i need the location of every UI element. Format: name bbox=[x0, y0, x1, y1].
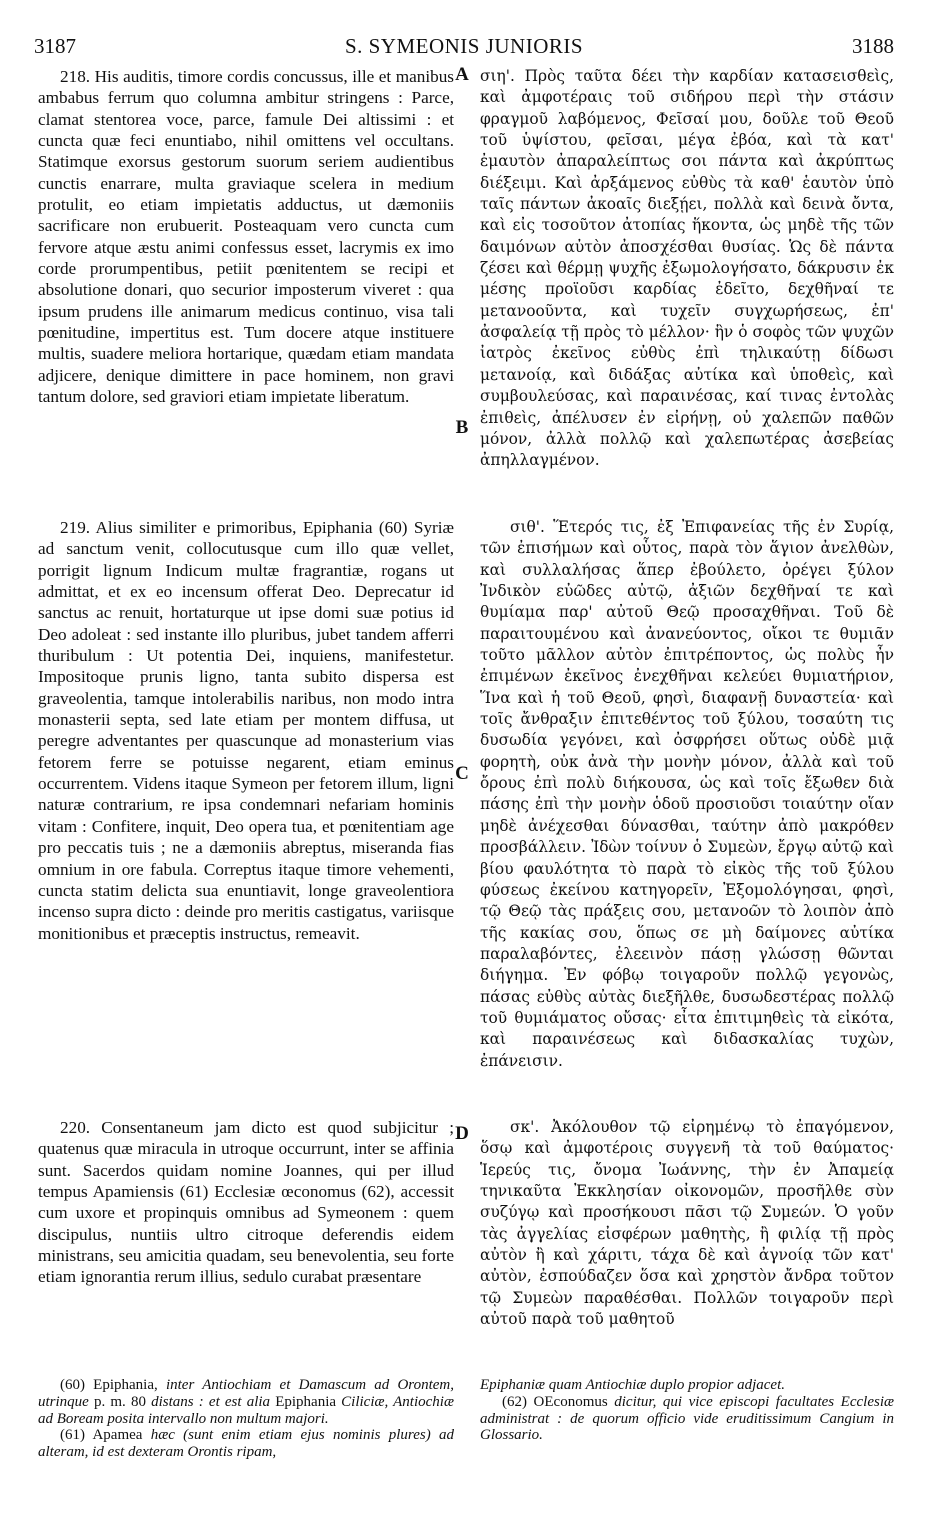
latin-paragraph-220 bbox=[38, 1117, 454, 1288]
latin-paragraph-219 bbox=[38, 517, 454, 944]
greek-paragraph-218 bbox=[480, 66, 894, 472]
left-page-number: 3187 bbox=[34, 34, 76, 58]
right-page-number: 3188 bbox=[852, 34, 894, 58]
latin-p219-text: 219. Alius similiter e primoribus, Epiphania (60) Syriæ ad sanctum venit, collocutusque cum illo quæ vellet, porrigit lignum Indicum multæ fragrantiæ, rogans ut admittat, et ex eo incensum offerat Deo. Deprecatur id sanctus ac renuit, hortaturque ut ipse domi suæ potius id Deo adoleat : sed instante illo pluribus, jubet tandem afferri thuribulum : Ut potentia Dei, inquiens, manifestetur. Impositoque prunis ligno, tanta subito dispersa est graveolentia, tamque intolerabilis naribus, non modo intra monasterii septa, sed late etiam per montem diffusa, ut peregre adventantes per quascunque ad monasterium vias fetorem ferre se potuisse negarent, etiam eminus occurrentem. Videns itaque Symeon per fetorem illum, ligni naturæ contrarium, re ipsa condemnari nefariam hominis vitam : Confitere, inquit, Deo opera tua, et pœnitentiam age pro peccatis tuis ; ne a dæmoniis abreptus, miseranda fias omnium in ore fabula. Correptus itaque timore vehementi, cuncta statim delicta sua enuntiavit, longe graveolentiora incenso supra dicto : deinde pro meritis castigatus, variisque monitionibus et præceptis instructus, remeavit. bbox=[38, 518, 454, 943]
margin-marker-d: D bbox=[455, 1123, 469, 1144]
greek-p218-text: σιη'. Πρὸς ταῦτα δέει τὴν καρδίαν κατασεισθεὶς, καὶ ἀμφοτέραις τοῦ σιδήρου περὶ τὴν στάσιν φραγμοῦ λαβόμενος, Φεῖσαί μου, δοῦλε τοῦ Θεοῦ τοῦ ὑψίστου, φεῖσαι, μέγα ἐβόα, καὶ τὰ κατ' ἐμαυτὸν ἀπαραλείπτως σοι πάντα καὶ ἀκρύπτως διέξειμι. Καὶ ἀρξάμενος εὐθὺς τὰ καθ' ἑαυτὸν ὑπὸ ταῖς πάντων ἀκοαῖς διεξῄει, πολλὰ καὶ δεινὰ ὄντα, καὶ εἰς τοσοῦτον ἀτοπίας ἥκοντα, ὡς μηδὲ τῆς τῶν δαιμόνων αὐτὸν ἀποσχέσθαι θυσίας. Ὡς δὲ πάντα ζέσει καὶ θέρμῃ ψυχῆς ἐξωμολογήσατο, δάκρυσιν ἐκ μέσης προϊοῦσι καρδίας ἐδεῖτο, δεχθῆναί τε μετανοοῦντα, καὶ τυχεῖν συγχωρήσεως, ἐπ' ἀσφαλείᾳ τῇ πρὸς τὸ μέλλον· ἣν ὁ σοφὸς τῶν ψυχῶν ἰατρὸς ἐκεῖνος εὐθὺς ἐπὶ τηλικαύτῃ δίδωσι μετανοίᾳ, καὶ διδάξας αὐτίκα καὶ ὑποθεὶς, καὶ συμβουλεύσας, καὶ παραινέσας, καί τινας ἐντολὰς ἐπιθεὶς, ἀπέλυσεν ἐν εἰρήνῃ, οὐ χαλεπῶν παθῶν μόνον, ἀλλὰ πολλῷ καὶ χαλεπωτέρας ἀσεβείας ἀπηλλαγμένον. bbox=[480, 67, 894, 470]
margin-marker-c: C bbox=[455, 763, 469, 784]
latin-p218-text: 218. His auditis, timore cordis concussus, ille et manibus ambabus ferrum quo columna ambitur stringens : Parce, clamat stentorea voce, parce, famule Dei altissimi : et cuncta quæ feci enuntiabo, nihil omittens vel occultans. Statimque exorsus gestorum suorum seriem audientibus cunctis enarrare, multa graviaque scelera in medium protulit, eo etiam impietatis adductus, ut dæmoniis sacrificare non erubuerit. Posteaquam vero cuncta cum fervore atque æstu animi confessus esset, lacrymis ex imo corde prorumpentibus, petiit pœnitentem se recipi et absolutione donari, quo securior imposterum viveret : qua ipsum prudens ille animarum medicus continuo, visa tali pœnitudine, impertitus est. Tum docere atque instituere multis, suadere meliora hortarique, quædam etiam mandata adjicere, denique dimittere in pace hominem, non gravi tantum dolore, sed graviori etiam impietate liberatum. bbox=[38, 67, 454, 407]
margin-marker-a: A bbox=[455, 64, 469, 85]
greek-paragraph-219 bbox=[480, 517, 894, 1072]
greek-p220-text: σκ'. Ἀκόλουθον τῷ εἰρημένῳ τὸ ἐπαγόμενον, ὅσῳ καὶ ἀμφοτέροις συγγενῆ τὰ τοῦ θαύματος· Ἱερεύς τις, ὄνομα Ἰωάννης, τὴν ἐν Ἀπαμείᾳ τηνικαῦτα Ἐκκλησίαν οἰκονομῶν, προσῆλθε σὺν συζύγῳ καὶ προσήκουσι πᾶσι τῷ Συμεών. Ὁ γοῦν τὰς ἀγγελίας εἰσφέρων μαθητὴς, ἢ φιλίᾳ τῇ πρὸς αὐτὸν ἢ καὶ χάριτι, τάχα δὲ καὶ ἀγνοίᾳ τῶν κατ' αὐτὸν, ἐσπούδαζεν ὅσα καὶ χρηστὸν ἄνδρα τοῦτον τῷ Συμεὼν παραθέσθαι. Πολλῶν τοιγαροῦν περὶ αὐτοῦ παρὰ τοῦ μαθητοῦ bbox=[480, 1118, 894, 1329]
margin-marker-b: B bbox=[455, 417, 469, 438]
footnote-60-continued: Epiphaniæ quam Antiochiæ duplo propior adjacet. bbox=[480, 1377, 786, 1393]
footnote-62: (62) OEconomus dicitur, qui vice episcopi facultates Ecclesiæ administrat : de quorum officio vide eruditissimum Cangium in Glossario. bbox=[480, 1393, 894, 1444]
greek-paragraph-220 bbox=[480, 1117, 894, 1330]
running-header bbox=[34, 34, 894, 60]
latin-p220-text: 220. Consentaneum jam dicto est quod subjicitur ; quatenus quæ miracula in utroque occurrunt, inter se affinia sunt. Sacerdos quidam nomine Joannes, qui per illud tempus Apamiensis (61) Ecclesiæ œconomus (62), accessit cum uxore et propinquis omnibus ad Symeonem : quem discipulus, nuntiis ultro citroque deferendis eidem ministrans, seu amicitia quadam, seu benevolentia, seu forte etiam ignorantia rerum illius, sedulo curabat præsentare bbox=[38, 1118, 454, 1287]
footnote-61: (61) Apamea hæc (sunt enim etiam ejus nominis plures) ad alteram, id est dexteram Orontis ripam, bbox=[38, 1427, 454, 1461]
latin-paragraph-218 bbox=[38, 66, 454, 408]
footnote-60: (60) Epiphania, inter Antiochiam et Damascum ad Orontem, utrinque p. m. 80 distans : et est alia Epiphania Ciliciæ, Antiochiæ ad Boream posita intervallo non multum majori. bbox=[38, 1377, 454, 1427]
footnotes-left bbox=[38, 1377, 454, 1461]
footnotes-right bbox=[480, 1377, 894, 1444]
running-title: S. SYMEONIS JUNIORIS bbox=[344, 34, 584, 58]
greek-p219-text: σιθ'. Ἕτερός τις, ἐξ Ἐπιφανείας τῆς ἐν Συρίᾳ, τῶν ἐπισήμων καὶ οὗτος, παρὰ τὸν ἅγιον ἀνελθὼν, καὶ συλλαλήσας ἅπερ ἐβούλετο, ὀρέγει ξύλον Ἰνδικὸν εὐῶδες αὐτῷ, ἀξιῶν δεχθῆναί τε καὶ θυμίαμα παρ' αὐτοῦ Θεῷ προσαχθῆναι. Τοῦ δὲ παραιτουμένου καὶ ἀνανεύοντος, οἴκοι τε θυμιᾶν τοῦτο μᾶλλον αὐτὸν ἐπιτρέποντος, ὡς πολὺς ἦν ἐπιμένων ἐκεῖνος ἐνεχθῆναι κελεύει θυμιατήριον, Ἵνα καὶ ἡ τοῦ Θεοῦ, φησὶ, διαφανῇ δυναστεία· καὶ τοῖς ἄνθραξιν ἐπιτεθέντος τοῦ ξύλου, τοσαύτη τις δυσωδία γεγόνει, καὶ ὀσφρήσει οὕτως οὐδὲ μιᾷ φορητὴ, οὐκ ἀνὰ τὴν μονὴν μόνον, ἀλλὰ καὶ τοῦ ὄρους ἐπὶ πολὺ διήκουσα, ὡς καὶ τοῖς ἔξωθεν διὰ πάσης ἐπὶ τὴν μονὴν ὁδοῦ προσιοῦσι τοιαύτην οἵαν μηδὲ ἀνέχεσθαι δύνασθαι, ταύτην ἀπὸ μακρόθεν προσβάλλειν. Ἰδὼν τοίνυν ὁ Συμεὼν, ἔργῳ αὐτῷ καὶ βίου φαυλότητα τὸ παρὰ τὸ εἰκὸς τῆς τοῦ ξύλου φύσεως ἐκείνου κατηγορεῖν, Ἐξομολόγησαι, φησὶ, τῷ Θεῷ τὰς πράξεις σου, μετανοῶν τὸ λοιπὸν ἀπὸ τῆς κακίας σου, ὅπως σε μὴ δαίμονες αὐτίκα παραλαβόντες, ἐλεεινὸν πάσῃ γλώσσῃ θῶνται διήγημα. Ἐν φόβῳ τοιγαροῦν πολλῷ γεγονὼς, πάσας εὐθὺς αὐτὰς διεξῆλθε, δυσωδεστέρας πολλῷ τοῦ θυμιάματος οὔσας· εἶτα ἐπιτιμηθεὶς τὰ εἰκότα, καὶ παραινέσεως καὶ διδασκαλίας τυχὼν, ἐπάνεισιν. bbox=[480, 518, 894, 1070]
